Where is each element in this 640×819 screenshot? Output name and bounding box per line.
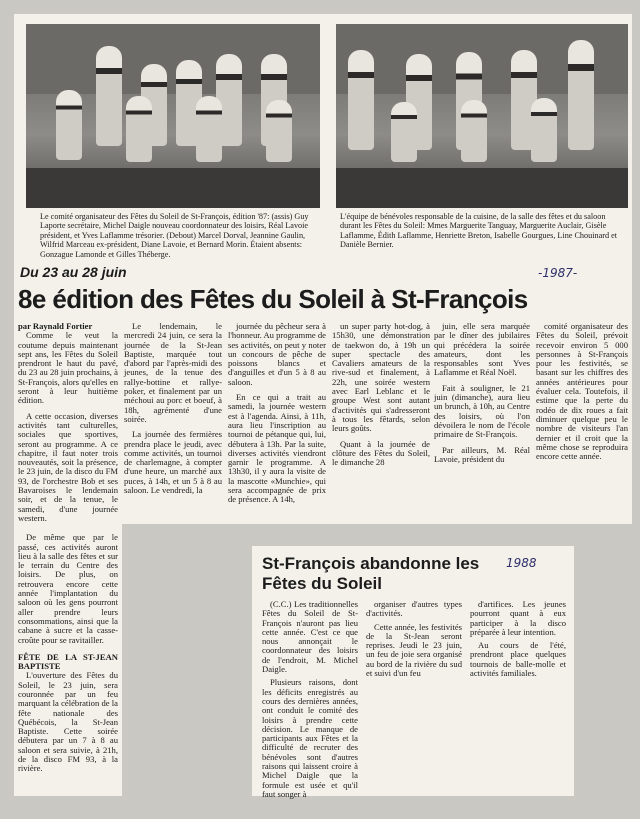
article-subhead: FÊTE DE LA ST-JEAN BAPTISTE <box>18 651 118 672</box>
paragraph: juin, elle sera marquée par le dîner des jubilaires qui précédera la soirée amateurs, dont les responsables sont Yves Laflamme et Réal Noël. <box>434 321 530 378</box>
paragraph: Quant à la journée de clôture des Fêtes du Soleil, le dimanche 28 <box>332 438 430 468</box>
article-column-4 <box>332 322 430 467</box>
photo-caption-right: L'équipe de bénévoles responsable de la cuisine, de la salle des fêtes et du saloon durant les Fêtes du Soleil: Mmes Marguerite Tanguay, Marguerite Auclair, Gisèle Laflamme, Édith Laflamme, Henriette Breton, Isabelle Gourgues, Line Chouinard et Danièle Bernier. <box>340 212 617 250</box>
article-2-headline <box>262 554 482 594</box>
article-2-headline-text: St-François abandonne les Fêtes du Soleil <box>262 554 480 593</box>
article-headline: 8e édition des Fêtes du Soleil à St-François <box>18 284 528 314</box>
paragraph: De même que par le passé, ces activités auront lieu à la salle des fêtes et sur le terrain du Centre des loisirs. De plus, on retrouvera encore cette année l'implantation du saloon où les gens pourront aller prendre leurs consommations, ainsi que la cabane à sucre et la casse-croûte pour se ravitailler. <box>18 532 118 645</box>
handwritten-year-1987: -1987- <box>538 266 578 280</box>
paragraph: Par ailleurs, M. Réal Lavoie, président du <box>434 444 530 464</box>
paragraph: En ce qui a trait au samedi, la journée western est à l'agenda. Ainsi, à 11h, aura lieu l'inscription au tournoi de pétanque qui, lui, débutera à 13h. Par la suite, diverses activités viendront garnir le programme. A 13h30, il y aura la visite de la mascotte «Munchie», qui sera accompagnée de prix de présence. A 14h, <box>228 392 326 505</box>
paragraph: d'artifices. Les jeunes pourront quant à eux participer à la disco préparée à leur intention. <box>470 599 566 637</box>
article-kicker: Du 23 au 28 juin <box>20 264 127 280</box>
article-2-column-3 <box>470 600 566 678</box>
paragraph: Au cours de l'été, prendront place quelques tournois de balle-molle et activités familiales. <box>470 640 566 679</box>
article-column-6 <box>536 322 628 461</box>
article-2-column-2 <box>366 600 462 678</box>
article-column-5 <box>434 322 530 464</box>
paragraph: journée du pêcheur sera à l'honneur. Au programme de ses activités, on peut y noter un concours de pêche de poissons blancs et d'anguilles et d'un 5 à 8 au saloon. <box>228 321 326 387</box>
article-column-2 <box>124 322 222 495</box>
paragraph: Comme le veut la coutume depuis maintenant sept ans, les Fêtes du Soleil prendront le haut du pavé, du 23 au 28 juin prochains, à St-François, alors qu'elles en seront à leur huitième édition. <box>18 330 118 406</box>
article-column-3 <box>228 322 326 505</box>
paragraph: Fait à souligner, le 21 juin (dimanche), aura lieu un brunch, à 10h, au Centre des loisirs, où l'on dévoilera le nom de l'école primaire de St-François. <box>434 382 530 440</box>
paragraph: Cette année, les festivités de la St-Jean seront reprises. Jeudi le 23 juin, un feu de joie sera organisé au bord de la rivière du sud et suivi d'un feu <box>366 621 462 679</box>
photo-organizing-committee <box>26 24 320 208</box>
handwritten-year-1988: 1988 <box>506 556 537 570</box>
paragraph: La journée des fermières prendra place le jeudi, avec comme activités, un tournoi de charlemagne, à compter d'une heure, un marché aux puces, à 14h, et un 5 à 8 au saloon. Le vendredi, la <box>124 429 222 496</box>
paragraph: (C.C.) Les traditionnelles Fêtes du Soleil de St-François n'auront pas lieu cette année. C'est ce que nous annonçait le coordonnateur des loisirs de l'endroit, M. Michel Daigle. <box>262 599 358 675</box>
paragraph: organiser d'autres types d'activités. <box>366 599 462 619</box>
photo-caption-left: Le comité organisateur des Fêtes du Soleil de St-François, édition '87: (assis) Guy Laporte secrétaire, Michel Daigle nouveau coordonnateur des loisirs, Réal Lavoie président, et Yves Laflamme trésorier. (Debout) Marcel Dorval, Jeannine Gaulin, Wilfrid Marceau ex-président, Diane Lavoie, et Bernard Morin. Étaient absents: Gonzague Lamonde et Gilles Théberge. <box>40 212 309 259</box>
article-column-1 <box>18 322 118 774</box>
article-2-column-1 <box>262 600 358 799</box>
paragraph: un super party hot-dog, à 15h30, une démonstration de taekwon do, à 19h un super spectacle des Cavaliers amateurs de la rive-sud et finalement, à 22h, une soirée western avec Earl Leblanc et le groupe West sont autant d'activités qui s'adresseront à tous les fêtards, selon leurs goûts. <box>332 321 430 434</box>
paragraph: Le lendemain, le mercredi 24 juin, ce sera la journée de la St-Jean Baptiste, marquée tout d'abord par l'après-midi des jeunes, de la tenue des rallye-bottine et rallye-poker, et finalement par un méchoui au porc et boeuf, à 18h, agrémenté d'une soirée. <box>124 321 222 424</box>
paragraph: A cette occasion, diverses activités tant culturelles, sociales que sportives, seront au programme. A ce chapitre, il faut noter trois nouveautés, soit la présence, le 23 juin, de la disco du FM 93, de l'orchestre Bob et ses Bavaroises le lendemain soir, et de la tenue, le samedi, d'une journée western. <box>18 410 118 523</box>
paragraph: comité organisateur des Fêtes du Soleil, prévoit recevoir environ 5 000 personnes à St-François pour les festivités, se basant sur les chiffres des années antérieures pour évaluer cela. Toutefois, il estime que la perte du rodéo de dix roues a fait diminuer quelque peu le nombre de visiteurs l'an dernier et il croit que la même chose se reproduira encore cette année. <box>536 321 628 462</box>
paragraph: L'ouverture des Fêtes du Soleil, le 23 juin, sera couronnée par un feu marquant la célébration de la fête nationale des Québécois, la St-Jean Baptiste. Cette soirée débutera par un 7 à 8 au saloon et sera suivie, à 21h, de la disco FM 93, à la rivière. <box>18 670 118 774</box>
photo-volunteer-team <box>336 24 628 208</box>
paragraph: Plusieurs raisons, dont les déficits enregistrés au cours des dernières années, ont conduit le comité des loisirs à prendre cette décision. Le manque de participants aux Fêtes et la difficulté de recruter des bénévoles sont d'autres raisons qui laissent croire à Michel Daigle que la formule est usée et qu'il faut songer à <box>262 677 358 799</box>
article-byline: par Raynald Fortier <box>18 321 93 331</box>
